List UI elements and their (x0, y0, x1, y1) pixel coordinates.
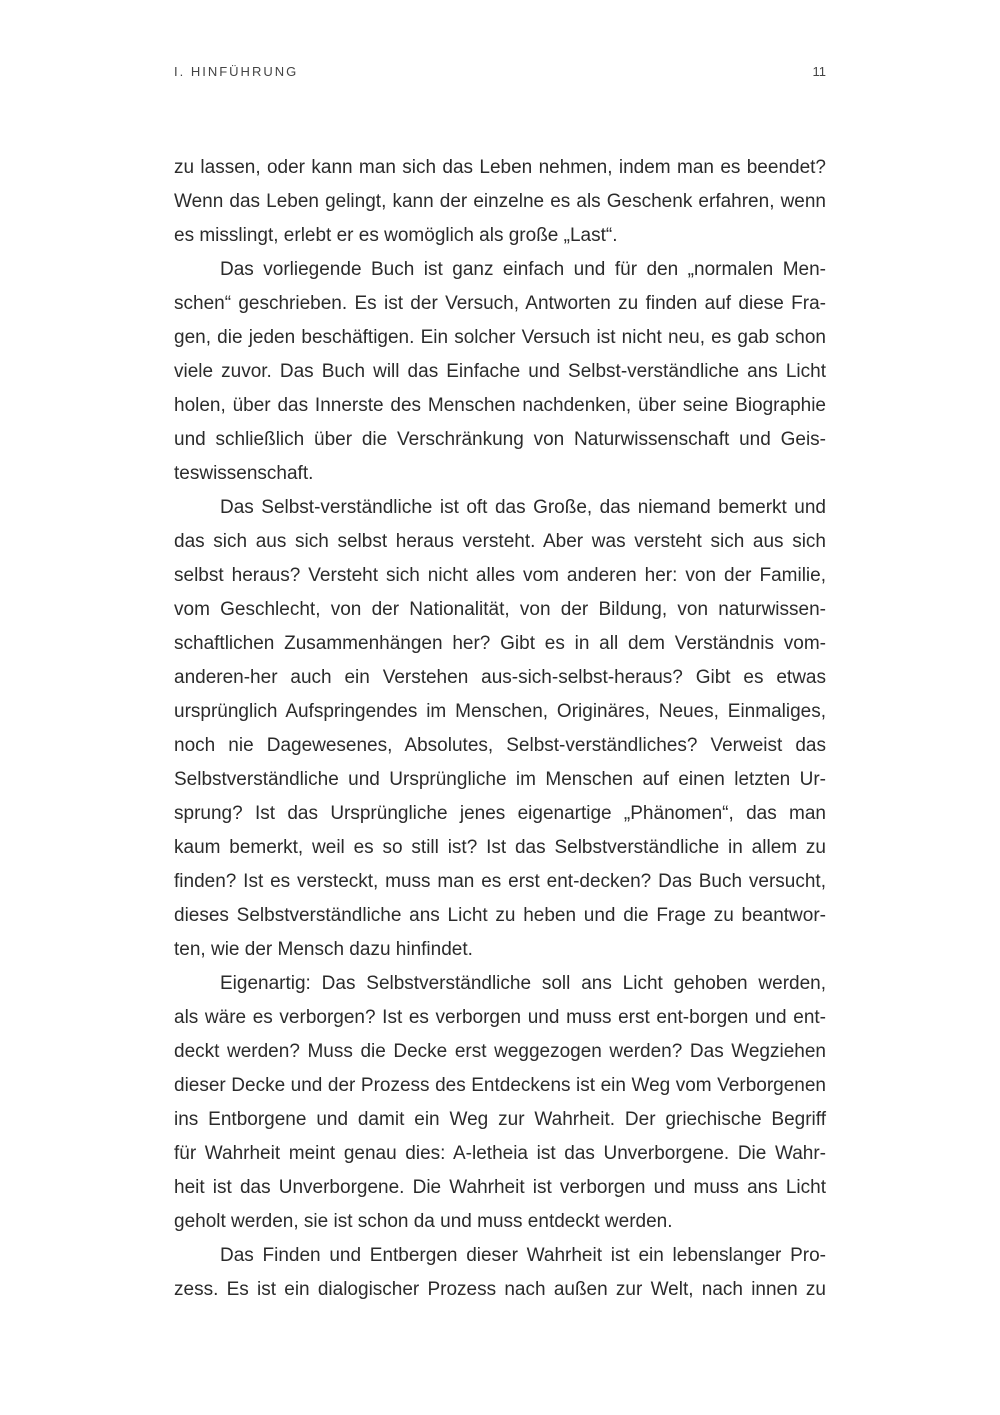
text-line: ten, wie der Mensch dazu hinfindet. (174, 939, 473, 960)
text-line: als wäre es verborgen? Ist es verborgen und muss erst ent-borgen und ent- (174, 1007, 826, 1028)
text-line: Eigenartig: Das Selbstverständliche soll ans Licht gehoben werden, (220, 973, 826, 994)
text-line: ins Entborgene und damit ein Weg zur Wahrheit. Der griechische Begriff (174, 1109, 826, 1130)
text-line: und schließlich über die Verschränkung von Naturwissenschaft und Geis- (174, 429, 826, 450)
text-line: vom Geschlecht, von der Nationalität, von der Bildung, von naturwissen- (174, 599, 826, 620)
text-line: Wenn das Leben gelingt, kann der einzelne es als Geschenk erfahren, wenn (174, 191, 826, 212)
text-line: ursprünglich Aufspringendes im Menschen, Originäres, Neues, Einmaliges, (174, 701, 826, 722)
text-line: für Wahrheit meint genau dies: A-letheia ist das Unverborgene. Die Wahr- (174, 1143, 826, 1164)
text-line: Das Finden und Entbergen dieser Wahrheit ist ein lebenslanger Pro- (220, 1245, 826, 1266)
text-line: noch nie Dagewesenes, Absolutes, Selbst-verständliches? Verweist das (174, 735, 826, 756)
text-line: sprung? Ist das Ursprüngliche jenes eigenartige „Phänomen“, das man (174, 803, 826, 824)
text-line: finden? Ist es versteckt, muss man es erst ent-decken? Das Buch versucht, (174, 871, 826, 892)
text-line: viele zuvor. Das Buch will das Einfache und Selbst-verständliche ans Licht (174, 361, 826, 382)
text-line: geholt werden, sie ist schon da und muss entdeckt werden. (174, 1211, 673, 1232)
text-line: gen, die jeden beschäftigen. Ein solcher Versuch ist nicht neu, es gab schon (174, 327, 826, 348)
text-line: deckt werden? Muss die Decke erst weggezogen werden? Das Wegziehen (174, 1041, 826, 1062)
text-line: schen“ geschrieben. Es ist der Versuch, Antworten zu finden auf diese Fra- (174, 293, 826, 314)
text-line: kaum bemerkt, weil es so still ist? Ist das Selbstverständliche in allem zu (174, 837, 826, 858)
text-line: selbst heraus? Versteht sich nicht alles vom anderen her: von der Familie, (174, 565, 826, 586)
chapter-title: I. HINFÜHRUNG (174, 64, 299, 79)
text-line: dieser Decke und der Prozess des Entdeckens ist ein Weg vom Verborgenen (174, 1075, 826, 1096)
text-line: heit ist das Unverborgene. Die Wahrheit ist verborgen und muss ans Licht (174, 1177, 826, 1198)
text-line: Selbstverständliche und Ursprüngliche im Menschen auf einen letzten Ur- (174, 769, 826, 790)
running-head (174, 64, 826, 84)
page-number: 11 (812, 64, 826, 79)
text-line: es misslingt, erlebt er es womöglich als große „Last“. (174, 225, 618, 246)
body-text (174, 151, 826, 1307)
text-line: teswissenschaft. (174, 463, 314, 484)
text-line: Das Selbst-verständliche ist oft das Große, das niemand bemerkt und (220, 497, 826, 518)
text-line: holen, über das Innerste des Menschen nachdenken, über seine Biographie (174, 395, 826, 416)
text-line: Das vorliegende Buch ist ganz einfach und für den „normalen Men- (220, 259, 826, 280)
text-line: zu lassen, oder kann man sich das Leben nehmen, indem man es beendet? (174, 157, 826, 178)
text-line: anderen-her auch ein Verstehen aus-sich-selbst-heraus? Gibt es etwas (174, 667, 826, 688)
text-line: dieses Selbstverständliche ans Licht zu heben und die Frage zu beantwor- (174, 905, 826, 926)
text-line: schaftlichen Zusammenhängen her? Gibt es in all dem Verständnis vom- (174, 633, 826, 654)
text-line: zess. Es ist ein dialogischer Prozess nach außen zur Welt, nach innen zu (174, 1279, 826, 1300)
text-line: das sich aus sich selbst heraus versteht. Aber was versteht sich aus sich (174, 531, 826, 552)
